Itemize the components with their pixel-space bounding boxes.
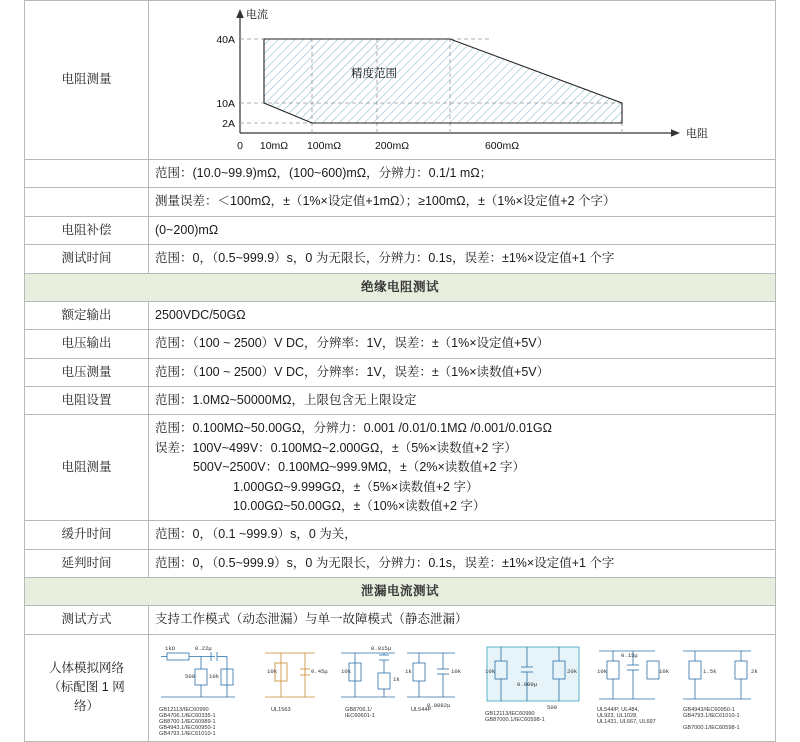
row-label-blank-1 [25, 160, 149, 188]
resistance-error-value: 测量误差：＜100mΩ，±（1%×设定值+1mΩ）；≥100mΩ，±（1%×设定值+2 个字） [149, 188, 776, 216]
net-caption-g1-0: GB12113/IEC60990 [159, 706, 209, 713]
net-label-g2-1: 0.45μ [311, 667, 328, 675]
network-schematic-svg [155, 639, 767, 735]
net-caption-g7-1: GB4793.1/IEC61010-1 [683, 712, 740, 719]
table-row [25, 273, 776, 301]
table-row [25, 216, 776, 244]
net-caption-g8-0: GB7000.1/IEC60598-1 [683, 724, 740, 731]
net-label-g6-2: 10k [659, 667, 670, 675]
compensation-value: (0~200)mΩ [149, 216, 776, 244]
chart-region-label: 精度范围 [351, 68, 397, 80]
resistance-range-value: 范围：(10.0~99.9)mΩ，(100~600)mΩ，分辨力：0.1/1 mΩ； [149, 160, 776, 188]
net-label-g6-0: 10k [597, 667, 608, 675]
net-label-g4-1: 10k [451, 667, 462, 675]
net-caption-g1-1: GB4706.1/IEC60335-1 [159, 712, 216, 719]
ins-res-line-1: 范围：0.100MΩ~50.00GΩ，分辨力：0.001 /0.01/0.1MΩ /0.001/0.01GΩ [155, 421, 552, 436]
table-row [25, 301, 776, 329]
net-label-g6-1: 0.15μ [621, 651, 638, 659]
chart-y-axis-title: 电流 [246, 9, 268, 21]
chart-ytick-2: 2A [222, 118, 235, 130]
chart-ytick-1: 10A [216, 98, 235, 110]
chart-ytick-0: 40A [216, 34, 235, 46]
chart-xtick-0: 0 [237, 140, 243, 152]
table-row [25, 549, 776, 577]
table-row [25, 606, 776, 634]
net-label-g1-1: 0.22μ [195, 644, 212, 652]
net-caption-g6-2: UL1431, UL667, UL697 [597, 718, 656, 725]
table-row [25, 634, 776, 741]
section-header-leakage: 泄漏电流测试 [25, 578, 776, 606]
net-caption-g5-1: GB87000.1/IEC60598-1 [485, 716, 545, 723]
row-label-voltage-output: 电压输出 [25, 330, 149, 358]
net-label-g5-1: 0.009μ [517, 680, 538, 688]
net-label-g4-0: 1k [405, 667, 412, 675]
rated-output-value: 2500VDC/50GΩ [149, 301, 776, 329]
table-row [25, 330, 776, 358]
row-label-resistance-set: 电阻设置 [25, 387, 149, 415]
row-label-voltage-measure: 电压测量 [25, 358, 149, 386]
test-time-value: 范围：0，（0.5~999.9）s，0 为无限长，分辨力：0.1s，误差：±1%×设定值+1 个字 [149, 245, 776, 273]
net-label-g4-2: 0.0082μ [427, 701, 451, 709]
net-label-g3-1: 0.015μ [371, 644, 392, 652]
net-caption-g6-0: UL544/P, UL484, [597, 706, 640, 713]
net-caption-g5-0: GB12113/IEC60990 [485, 710, 535, 717]
net-caption-g7-0: GB4943/IEC60950-1 [683, 706, 735, 713]
row-label-ramp-time: 缓升时间 [25, 521, 149, 549]
chart-xtick-2: 100mΩ [306, 140, 342, 152]
human-network-label-line1: 人体模拟网络 [48, 660, 124, 675]
accuracy-chart [155, 5, 769, 155]
human-body-network-diagram [155, 639, 769, 737]
resistance-set-value: 范围：1.0MΩ~50000MΩ，上限包含无上限设定 [149, 387, 776, 415]
net-label-g7-0: 1.5k [703, 667, 717, 675]
net-label-g2-0: 10k [267, 667, 278, 675]
net-label-g1-3: 500 [185, 672, 196, 680]
net-caption-g4-0: UL544P [411, 706, 432, 713]
table-row [25, 387, 776, 415]
table-row [25, 1, 776, 160]
ins-res-line-2: 误差：100V~499V：0.100MΩ~2.000GΩ，±（5%×读数值+2 字） [155, 440, 517, 455]
voltage-output-value: 范围：（100 ~ 2500）V DC，分辨率：1V，误差：±（1%×设定值+5V） [149, 330, 776, 358]
ins-res-line-4: 1.000GΩ~9.999GΩ，±（5%×读数值+2 字） [233, 479, 479, 494]
row-label-rated-output: 额定输出 [25, 301, 149, 329]
human-network-diagram-cell [149, 634, 776, 741]
table-row [25, 521, 776, 549]
test-mode-value: 支持工作模式（动态泄漏）与单一故障模式（静态泄漏） [149, 606, 776, 634]
chart-x-axis-title: 电阻 [686, 128, 708, 140]
section-header-insulation: 绝缘电阻测试 [25, 273, 776, 301]
row-label-ins-resistance-measure: 电阻测量 [25, 415, 149, 521]
table-row [25, 188, 776, 216]
net-label-g1-2: 10k [209, 672, 220, 680]
net-label-g3-0: 10k [341, 667, 352, 675]
chart-xtick-3: 200mΩ [374, 140, 410, 152]
net-caption-g6-1: UL923, UL1028, [597, 712, 638, 719]
net-label-g1-0: 1kΩ [165, 644, 176, 652]
table-row [25, 358, 776, 386]
row-label-test-time: 测试时间 [25, 245, 149, 273]
net-label-g3-2: 1k [393, 675, 400, 683]
specification-table [24, 0, 776, 742]
net-caption-g3-1: IEC60601-1 [345, 712, 375, 719]
net-label-g5-2: 20k [567, 667, 578, 675]
net-caption-g1-3: GB4943.1/IEC60950-1 [159, 724, 216, 731]
row-label-compensation: 电阻补偿 [25, 216, 149, 244]
human-network-label-line2: （标配图 1 网 [48, 680, 125, 695]
row-label-delay-time: 延判时间 [25, 549, 149, 577]
chart-xtick-4: 600mΩ [484, 140, 520, 152]
resistance-accuracy-chart-cell [149, 1, 776, 160]
row-label-test-mode: 测试方式 [25, 606, 149, 634]
net-caption-g1-4: GB4793.1/IEC61010-1 [159, 730, 216, 735]
chart-xtick-1: 10mΩ [259, 140, 289, 152]
table-row [25, 160, 776, 188]
net-label-g5-0: 10k [485, 667, 496, 675]
row-label-blank-2 [25, 188, 149, 216]
net-caption-g3-0: GB8706.1/ [345, 706, 372, 713]
net-label-g7-1: 2k [751, 667, 758, 675]
ins-resistance-value [149, 415, 776, 521]
row-label-resistance-measure: 电阻测量 [25, 1, 149, 160]
table-row [25, 578, 776, 606]
ramp-time-value: 范围：0，（0.1 ~999.9）s，0 为关， [149, 521, 776, 549]
delay-time-value: 范围：0，（0.5~999.9）s，0 为无限长，分辨力：0.1s，误差：±1%×设定值+1 个字 [149, 549, 776, 577]
human-network-label-line3: 络） [73, 699, 99, 714]
ins-res-line-3: 500V~2500V：0.100MΩ~999.9MΩ，±（2%×读数值+2 字） [193, 460, 525, 475]
ins-res-line-5: 10.00GΩ~50.00GΩ，±（10%×读数值+2 字） [233, 498, 486, 513]
net-caption-g1-2: GB8700.1/IEC60989-1 [159, 718, 216, 725]
voltage-measure-value: 范围：（100 ~ 2500）V DC，分辨率：1V，误差：±（1%×读数值+5V） [149, 358, 776, 386]
row-label-human-network [25, 634, 149, 741]
net-label-g5-3: 500 [547, 703, 558, 711]
table-row [25, 245, 776, 273]
table-row [25, 415, 776, 521]
net-caption-g2-0: UL1563 [271, 706, 291, 713]
accuracy-chart-svg [202, 5, 722, 153]
